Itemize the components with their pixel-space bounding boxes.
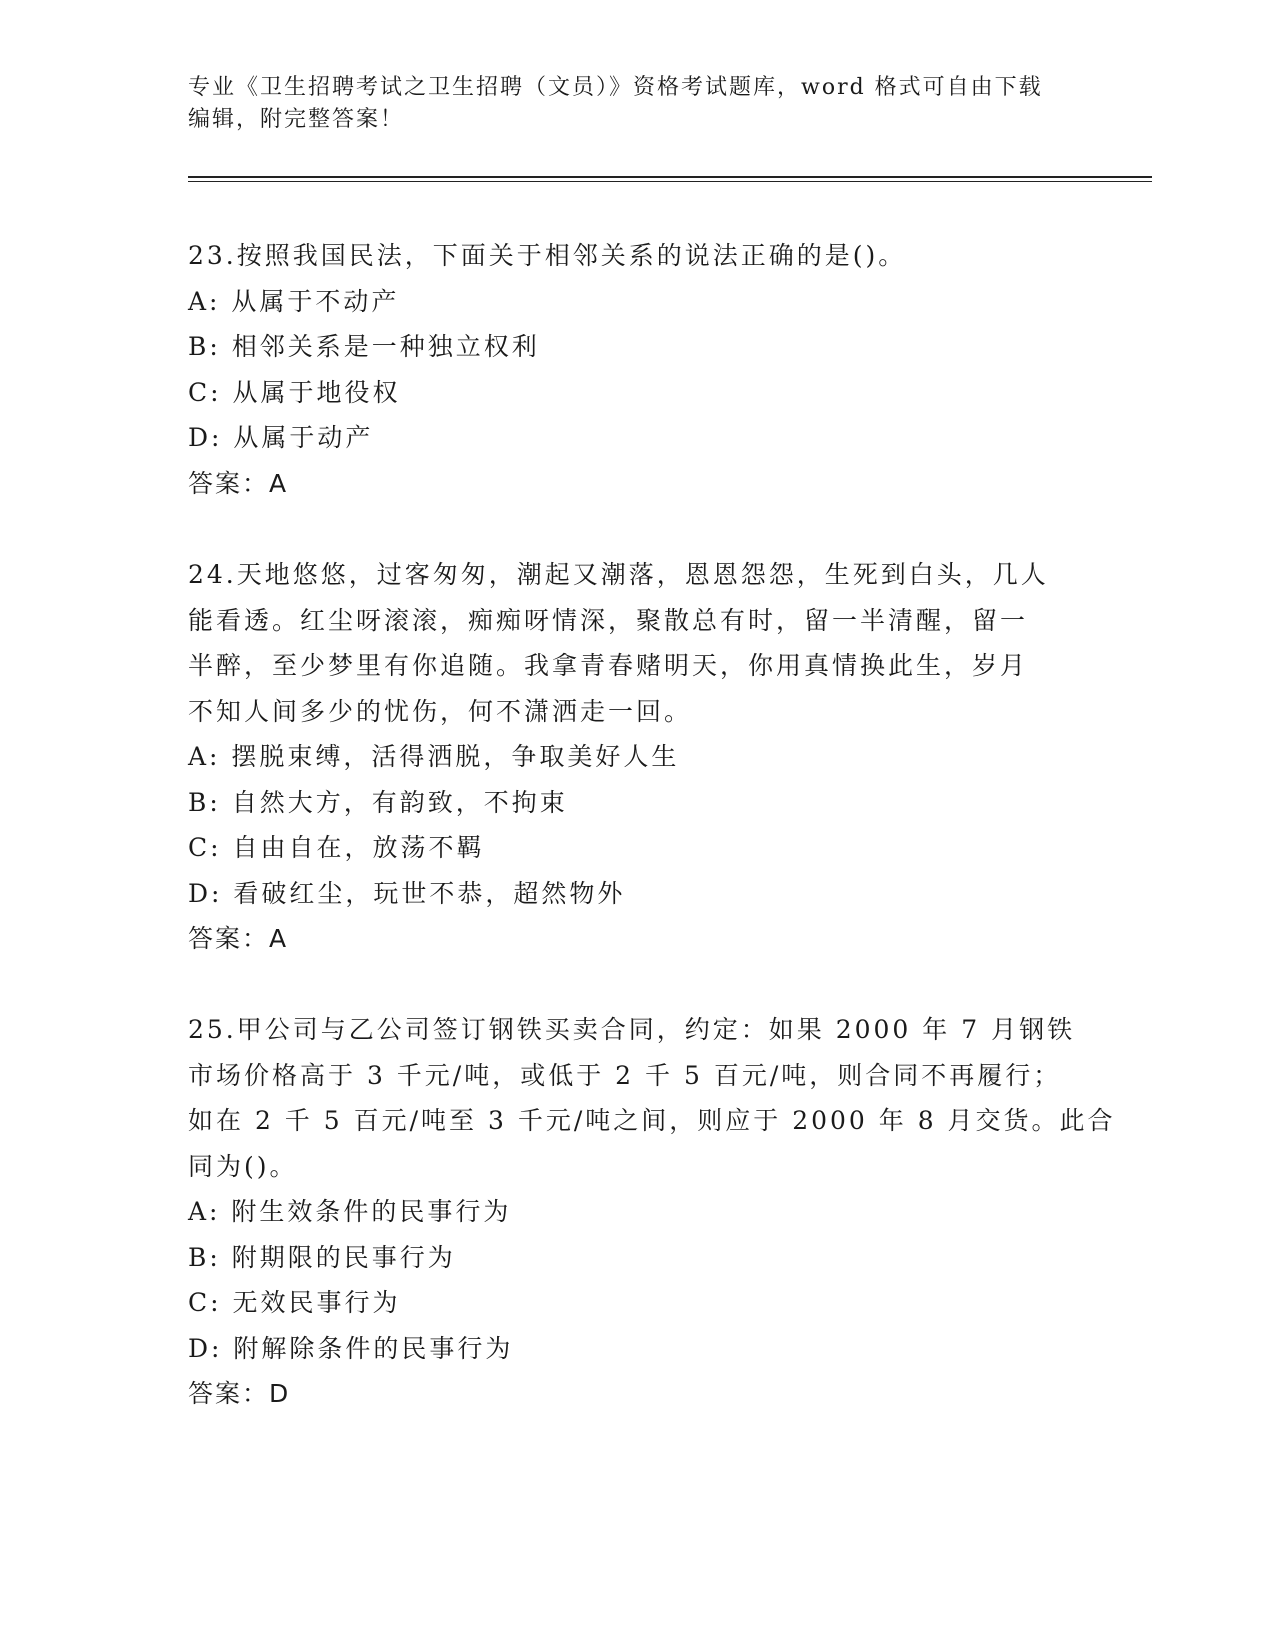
option-a: A: 摆脱束缚，活得洒脱，争取美好人生 <box>188 742 680 771</box>
question-23 <box>188 233 1088 506</box>
question-stem: 24.天地悠悠，过客匆匆，潮起又潮落，恩恩怨怨，生死到白头，几人 <box>188 560 1049 589</box>
question-stem: 25.甲公司与乙公司签订钢铁买卖合同，约定：如果 2000 年 7 月钢铁 <box>188 1015 1076 1044</box>
option-d: D: 附解除条件的民事行为 <box>188 1333 514 1363</box>
document-header <box>188 72 1088 136</box>
answer: 答案：A <box>188 468 289 498</box>
option-d: D: 看破红尘，玩世不恭，超然物外 <box>188 878 626 908</box>
option-b: B: 相邻关系是一种独立权利 <box>188 332 540 361</box>
question-stem: 同为()。 <box>188 1151 298 1181</box>
header-line: 编辑，附完整答案！ <box>188 107 405 132</box>
option-c: C: 从属于地役权 <box>188 377 401 407</box>
answer: 答案：D <box>188 1379 291 1408</box>
header-divider <box>188 176 1152 178</box>
option-b: B: 自然大方，有韵致，不拘束 <box>188 787 568 817</box>
option-c: C: 无效民事行为 <box>188 1288 401 1317</box>
option-a: A: 从属于不动产 <box>188 286 400 316</box>
header-divider <box>188 181 1152 182</box>
option-b: B: 附期限的民事行为 <box>188 1242 456 1272</box>
question-stem: 市场价格高于 3 千元/吨，或低于 2 千 5 百元/吨，则合同不再履行； <box>188 1060 1062 1090</box>
option-c: C: 自由自在，放荡不羁 <box>188 833 485 862</box>
question-stem: 如在 2 千 5 百元/吨至 3 千元/吨之间，则应于 2000 年 8 月交货。此合 <box>188 1106 1116 1135</box>
option-d: D: 从属于动产 <box>188 423 374 452</box>
question-stem: 能看透。红尘呀滚滚，痴痴呀情深，聚散总有时，留一半清醒，留一 <box>188 605 1029 635</box>
question-25 <box>188 1007 1116 1417</box>
question-stem: 不知人间多少的忧伤，何不潇洒走一回。 <box>188 696 693 726</box>
header-line: 专业《卫生招聘考试之卫生招聘（文员）》资格考试题库，word 格式可自由下载 <box>188 75 1043 100</box>
answer: 答案：A <box>188 924 289 953</box>
question-stem: 半醉，至少梦里有你追随。我拿青春赌明天，你用真情换此生，岁月 <box>188 651 1029 680</box>
question-24 <box>188 552 1088 962</box>
question-stem: 23.按照我国民法，下面关于相邻关系的说法正确的是()。 <box>188 241 907 270</box>
option-a: A: 附生效条件的民事行为 <box>188 1197 512 1226</box>
